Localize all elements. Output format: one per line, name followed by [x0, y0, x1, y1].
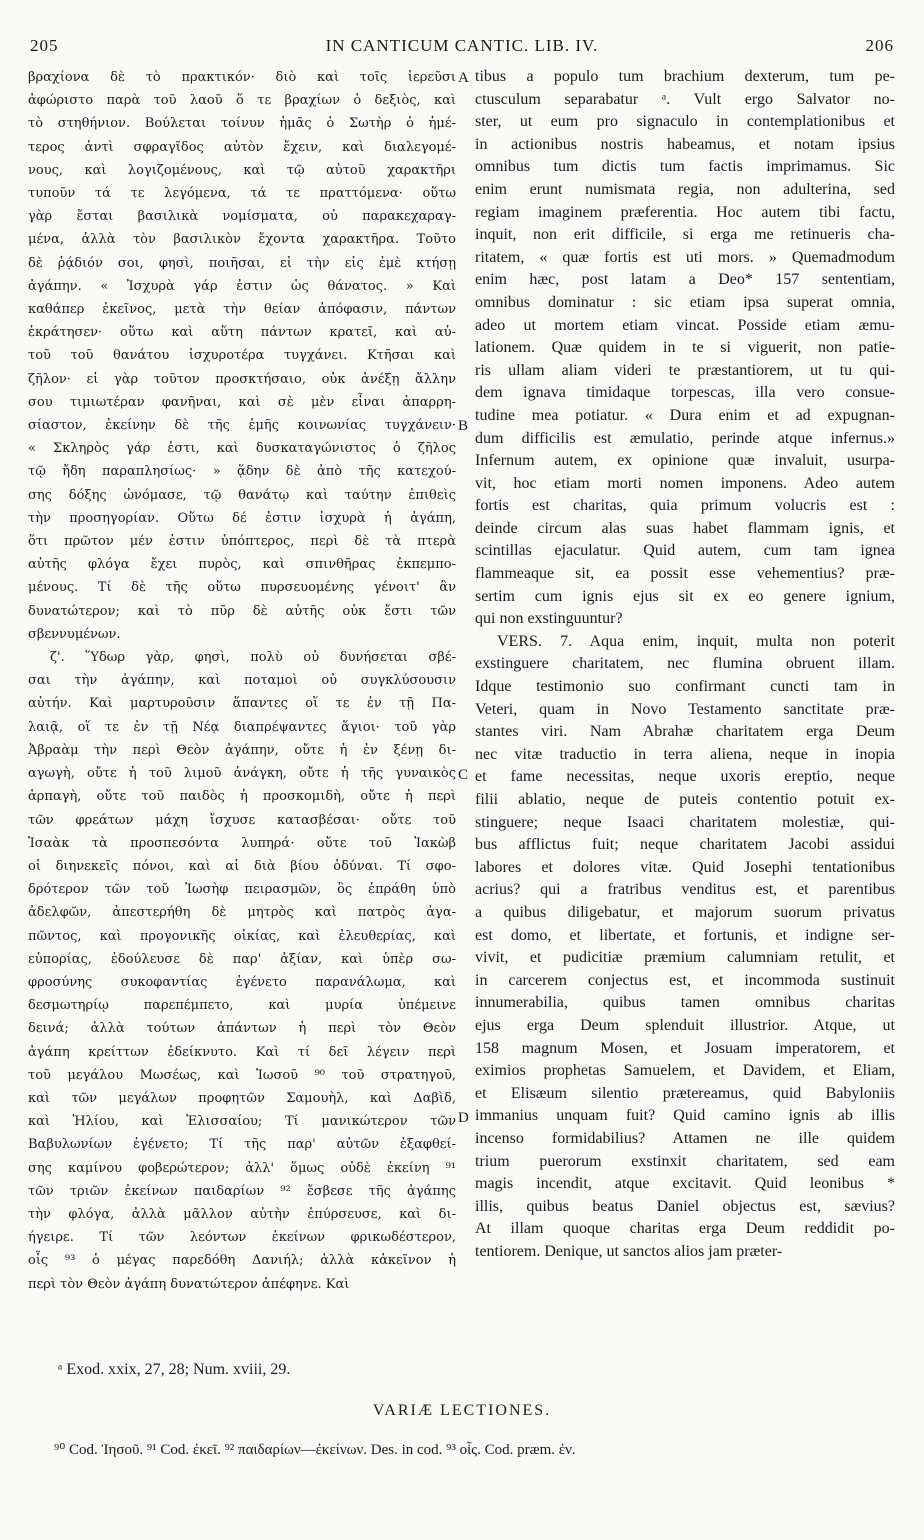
- text-line: et fame necessitas, neque uxoris ereptio, neque: [475, 768, 895, 786]
- text-line: ζῆλον· εἰ γὰρ τοῦτον προσκτήσαιο, οὐκ ἀνέξῃ ἄλλην: [28, 371, 456, 387]
- text-line: τὸ στηθήνιον. Βούλεται τοίνυν ἡμᾶς ὁ Σωτὴρ ὁ ἡμέ-: [28, 116, 456, 132]
- text-line: enim hæc, post latam a Deo* 157 sententiam,: [475, 271, 895, 289]
- text-line: δεινά; ἀλλὰ τούτων ἁπάντων ἡ περὶ τὸν Θεὸν: [28, 1021, 456, 1037]
- text-line: qui non exstinguuntur?: [475, 610, 623, 628]
- text-line: in carcerem conjectus est, et incommoda sustinuit: [475, 971, 895, 989]
- text-line: omnibus tum dictis tum factis imprimamus. Sic: [475, 158, 895, 176]
- text-line: ὅτι πρῶτον μέν ἐστιν ὑπόπτερος, περὶ δὲ τὰ πτερὰ: [28, 534, 456, 550]
- text-line: δυνατώτερον; καὶ τὸ πῦρ δὲ αὐτῆς οὐκ ἔστι τῶν: [28, 603, 456, 619]
- text-line: ejus erga Deum splenduit illustrior. Atque, ut: [475, 1016, 895, 1034]
- latin-column: [475, 66, 895, 1263]
- text-line: τοῦ μεγάλου Μωσέως, καὶ Ἰωσοῦ ⁹⁰ τοῦ στρατηγοῦ,: [28, 1067, 456, 1083]
- text-line: ἀφώριστο παρὰ τοῦ λαοῦ ὅ τε βραχίων ὁ δεξιὸς, καὶ: [28, 93, 456, 109]
- text-line: οἷς ⁹³ ὁ μέγας παρεδόθη Δανιήλ; ἀλλὰ κἀκεῖνον ἡ: [28, 1253, 456, 1269]
- text-line: ris ullam aliam videri te præstantiorem, ut tu qui-: [475, 361, 895, 379]
- text-line: deinde circum alas suas habet flammam ignis, et: [475, 519, 895, 537]
- text-line: dum difficilis est æmulatio, perinde atque infernus.»: [475, 429, 895, 447]
- text-line: regiam imaginem præferentia. Hoc autem tibi factu,: [475, 203, 895, 221]
- text-line: σίαστον, ἐκείνην δὲ τῆς ἐμῆς κοινωνίας τυγχάνειν·: [28, 418, 456, 434]
- text-line: immanius unquam fuit? Quid camino ignis ab illis: [475, 1107, 895, 1125]
- text-line: ἀδελφῶν, ἀπεστερήθη δὲ μητρὸς καὶ πατρὸς ἀγα-: [28, 905, 456, 921]
- text-line: αγωγὴ, οὔτε ἡ τοῦ λιμοῦ ἀνάγκη, οὔτε ἡ τῆς γυναικὸς: [28, 766, 456, 782]
- text-line: Infernum autem, ex opinione quæ invaluit, usurpa-: [475, 452, 895, 470]
- text-line: stantes viri. Nam Abrahæ charitatem erga Deum: [475, 723, 895, 741]
- text-line: νους, καὶ λογιζομένους, καὶ τῷ αὐτοῦ χαρακτῆρι: [28, 162, 456, 178]
- text-line: τερος ἀντὶ σφραγῖδος αὐτὸν ἔχειν, καὶ διαλεγομέ-: [28, 139, 456, 155]
- text-line: Idque testimonio suo confirmant cuncti tam in: [475, 678, 895, 696]
- text-line: τυποῦν τά τε λεγόμενα, τά τε πραττόμενα· οὕτω: [28, 186, 456, 202]
- text-line: sertim cum ignis ejus sit ex eo genere ignium,: [475, 587, 895, 605]
- text-line: vit, hoc etiam morti nomen imponens. Adeo autem: [475, 474, 895, 492]
- section-marker-b: B: [458, 418, 469, 434]
- text-line: ἁρπαγὴ, οὔτε τοῦ παιδὸς ἡ προσκομιδὴ, οὔτε ἡ περὶ: [28, 789, 456, 805]
- text-line: in actionibus nostris habeamus, et notam ipsius: [475, 135, 895, 153]
- text-line: τὴν προσηγορίαν. Οὕτω δέ ἐστιν ἰσχυρὰ ἡ ἀγάπη,: [28, 510, 456, 526]
- text-line: ritatem, « quæ fortis est uti mors. » Quemadmodum: [475, 248, 895, 266]
- text-line: ἀγάπη κρείττων ἐδείκνυτο. Καὶ τί δεῖ λέγειν περὶ: [28, 1044, 456, 1060]
- text-line: et Elisæum silentio prætereamus, quid Babyloniis: [475, 1084, 895, 1102]
- text-line: est domo, et libertate, et fortunis, et indigne ser-: [475, 926, 895, 944]
- text-line: εὐπορίας, ἐδούλευσε δὲ παρ' ἀξίαν, καὶ ὑπὲρ σω-: [28, 951, 456, 967]
- text-line: Βαβυλωνίων ἐγένετο; Τί τῆς παρ' αὐτῶν ἐξαφθεί-: [28, 1137, 456, 1153]
- text-line: σου τιμιωτέραν φανῆναι, καὶ σὲ μὲν εἶναι ἀπαρρη-: [28, 394, 456, 410]
- text-line: magis incendit, atque excitavit. Quid leonibus *: [475, 1175, 895, 1193]
- text-line: omnibus dominatur : sic etiam ipsa superat omnia,: [475, 293, 895, 311]
- text-line: γὰρ ἔσται βασιλικὰ νομίσματα, οὐ παρακεχαραγ-: [28, 209, 456, 225]
- page-number-left: 205: [30, 36, 59, 55]
- text-line: At illam quoque charitas erga Deum reddidit po-: [475, 1220, 895, 1238]
- running-title: IN CANTICUM CANTIC. LIB. IV.: [325, 36, 599, 55]
- text-line: lationem. Quæ quidem in te si viguerit, non patie-: [475, 339, 895, 357]
- text-line: μένους. Τί δὲ τῆς οὕτω πυρσευομένης γένοιτ' ἂν: [28, 580, 456, 596]
- text-line: a quibus diligebatur, et majorum suorum privatus: [475, 903, 895, 921]
- text-line: « Σκληρὸς γάρ ἐστι, καὶ δυσκαταγώνιστος ὁ ζῆλος: [28, 441, 456, 457]
- text-line: τὴν φλόγα, ἀλλὰ μᾶλλον αὐτὴν ἐπύρσευσε, καὶ δι-: [28, 1206, 456, 1222]
- section-marker-d: D: [458, 1110, 469, 1126]
- running-header: [30, 36, 894, 58]
- text-line: Ἀβραὰμ τὴν περὶ Θεὸν ἀγάπην, οὔτε ἡ ἐν ξένῃ δι-: [28, 742, 456, 758]
- text-line: δὲ ῥᾴδιόν σοι, φησὶ, ποιῆσαι, εἰ τὴν εἰς ἐμὲ κτήσῃ: [28, 255, 456, 271]
- text-line: nec vitæ traductio in terra aliena, neque in inopia: [475, 745, 895, 763]
- text-line: σης καμίνου φοβερώτερον; ἀλλ' ὅμως οὐδὲ ἐκείνη ⁹¹: [28, 1160, 456, 1176]
- text-line: dem ignava timidaque torpescas, illa vero consue-: [475, 384, 895, 402]
- text-line: filii ablatio, neque de puteis contentio potuit ex-: [475, 791, 895, 808]
- variae-lectiones: ⁹⁰ Cod. Ἰησοῦ. ⁹¹ Cod. ἐκεῖ. ⁹² παιδαρίων—ἐκείνων. Des. in cod. ⁹³ οἷς. Cod. præm. ἐν.: [54, 1442, 576, 1458]
- text-line: fortis est charitas, quia primum volucris est :: [475, 497, 895, 515]
- section-marker-a: A: [458, 70, 469, 86]
- text-line: ἀγάπην. « Ἰσχυρὰ γάρ ἐστιν ὡς θάνατος. » Καὶ: [28, 278, 456, 294]
- text-line: οἱ διηνεκεῖς πόνοι, καὶ αἱ διὰ βίου ὀδύναι. Τί σφο-: [28, 858, 456, 874]
- text-line: σβεννυμένων.: [28, 626, 121, 642]
- text-line: incenso formidabilius? Attamen ne ille quidem: [475, 1129, 895, 1147]
- text-line: τῷ ἤδη παραπλησίως· » ᾅδην δὲ ἀπὸ τῆς κατεχού-: [28, 464, 456, 480]
- variae-lectiones-title: VARIÆ LECTIONES.: [372, 1402, 552, 1419]
- text-line: inquit, non erit difficile, si erga me retinueris cha-: [475, 226, 895, 244]
- text-line: ἐκράτησεν· οὕτω καὶ αὕτη πάντων κρατεῖ, καὶ αὐ-: [28, 325, 456, 341]
- page-number-right: 206: [865, 36, 894, 55]
- text-line: πῶντος, καὶ προγονικῆς οἰκίας, καὶ ἐλευθερίας, καὶ: [28, 928, 456, 944]
- text-line: ster, ut eum pro signaculo in contemplationibus et: [475, 113, 895, 131]
- text-line: Veteri, quam in Novo Testamento sanctitate præ-: [475, 700, 895, 718]
- text-line: ctusculum separabatur ᵃ. Vult ergo Salvator no-: [475, 90, 895, 108]
- text-line: exstinguere charitatem, nec flumina obruent illam.: [475, 655, 895, 673]
- text-line: σαι τὴν ἀγάπην, καὶ ποταμοὶ οὐ συγκλύσουσιν: [28, 673, 456, 689]
- text-line: tentiorem. Denique, ut sanctos alios jam præter-: [475, 1242, 783, 1260]
- text-line: τῶν φρεάτων μάχη ἴσχυσε κατασβέσαι· οὔτε τοῦ: [28, 812, 456, 828]
- text-line: VERS. 7. Aqua enim, inquit, multa non poterit: [497, 632, 895, 650]
- text-line: Ἰσαὰκ τὰ προσπεσόντα λυπηρά· οὔτε τοῦ Ἰακὼβ: [28, 835, 456, 851]
- text-line: labores et dolores vitæ. Quid Josephi tentationibus: [475, 858, 895, 876]
- text-line: adeo ut mortem etiam vincat. Posside etiam æmu-: [475, 316, 895, 334]
- text-line: λαιᾷ, οἵ τε ἐν τῇ Νέᾳ διαπρέψαντες ἅγιοι· τοῦ γὰρ: [28, 719, 456, 735]
- text-line: ήγειρε. Τί τῶν λεόντων ἐκείνων φρικωδέστερον,: [28, 1230, 456, 1246]
- text-line: αὐτῆς φλόγα ἔχει πυρὸς, καὶ σπινθῆρας ἐκπεμπο-: [28, 557, 456, 573]
- text-line: innumerabilia, quibus tamen omnibus charitas: [475, 994, 895, 1012]
- text-line: eximios prophetas Samuelem, et Davidem, et Eliam,: [475, 1062, 895, 1080]
- text-line: τοῦ τοῦ θανάτου ἰσχυροτέρα τυγχάνει. Κτῆσαι καὶ: [28, 348, 456, 364]
- text-line: τῶν τριῶν ἐκείνων παιδαρίων ⁹² ἔσβεσε τῆς ἀγάπης: [28, 1183, 456, 1199]
- text-line: δεσμωτηρίῳ παρεπέμπετο, καὶ μυρία ὑπέμεινε: [28, 998, 456, 1014]
- text-line: trium puerorum exstinxit charitatem, sed eam: [475, 1152, 895, 1170]
- text-line: flammeaque sit, ea possit esse vehementius? præ-: [475, 565, 895, 583]
- text-line: καθάπερ ἐκεῖνος, μετὰ τὴν θείαν ἀπόφασιν, πάντων: [28, 302, 456, 318]
- greek-column: [28, 66, 456, 1296]
- text-line: βραχίονα δὲ τὸ πρακτικόν· διὸ καὶ τοῖς ἱερεῦσι: [28, 70, 456, 85]
- text-line: περὶ τὸν Θεὸν ἀγάπη δυνατώτερον ἀπέφηνε. Καὶ: [28, 1276, 350, 1292]
- text-line: illis, quibus beatus Daniel objectus est, sævius?: [475, 1197, 895, 1215]
- text-line: vivit, et pudicitiæ præmium calumniam retulit, et: [475, 949, 895, 967]
- text-line: enim erunt numismata regia, non adulterina, sed: [475, 180, 895, 198]
- text-line: μένα, ἀλλὰ τὸν βασιλικὸν ἔχοντα χαρακτῆρα. Τοῦτο: [28, 232, 456, 248]
- text-line: αὐτήν. Καὶ μαρτυροῦσιν ἅπαντες οἵ τε ἐν τῇ Πα-: [28, 696, 456, 712]
- text-line: ζ'. Ὕδωρ γὰρ, φησὶ, πολὺ οὐ δυνήσεται σβέ-: [50, 650, 456, 666]
- section-marker-c: C: [458, 767, 469, 783]
- text-line: acrius? qui a fratribus venditus est, et parentibus: [475, 881, 895, 899]
- text-line: stinguere; neque Isaaci charitatem molestiæ, qui-: [475, 813, 895, 831]
- text-line: 158 magnum Mosen, et Josuam imperatorem, et: [475, 1039, 895, 1057]
- text-line: φροσύνης συκοφαντίας ἐγένετο παρανάλωμα, καὶ: [28, 974, 456, 990]
- footnote: ᵃ Exod. xxix, 27, 28; Num. xviii, 29.: [58, 1361, 291, 1378]
- text-line: καὶ Ἠλίου, καὶ Ἐλισσαίου; Τί μανικώτερον τῶν: [28, 1114, 456, 1130]
- text-line: tudine mea potiatur. « Dura enim et ad expugnan-: [475, 406, 895, 424]
- text-line: tibus a populo tum brachium dexterum, tum pe-: [475, 68, 895, 85]
- text-line: bus afflictus fuit; neque charitatem Jacobi assidui: [475, 836, 895, 854]
- text-line: δρότερον τῶν τοῦ Ἰωσὴφ πειρασμῶν, ὃς ἐπράθη ὑπὸ: [28, 882, 456, 898]
- text-line: σης δόξης ὠνόμασε, τῷ θανάτῳ καὶ ταύτην ἐπιθεὶς: [28, 487, 456, 503]
- text-line: scintillas ejaculatur. Quid autem, cum tam ignea: [475, 542, 895, 560]
- text-line: καὶ τῶν μεγάλων προφητῶν Σαμουὴλ, καὶ Δαβὶδ,: [28, 1090, 456, 1106]
